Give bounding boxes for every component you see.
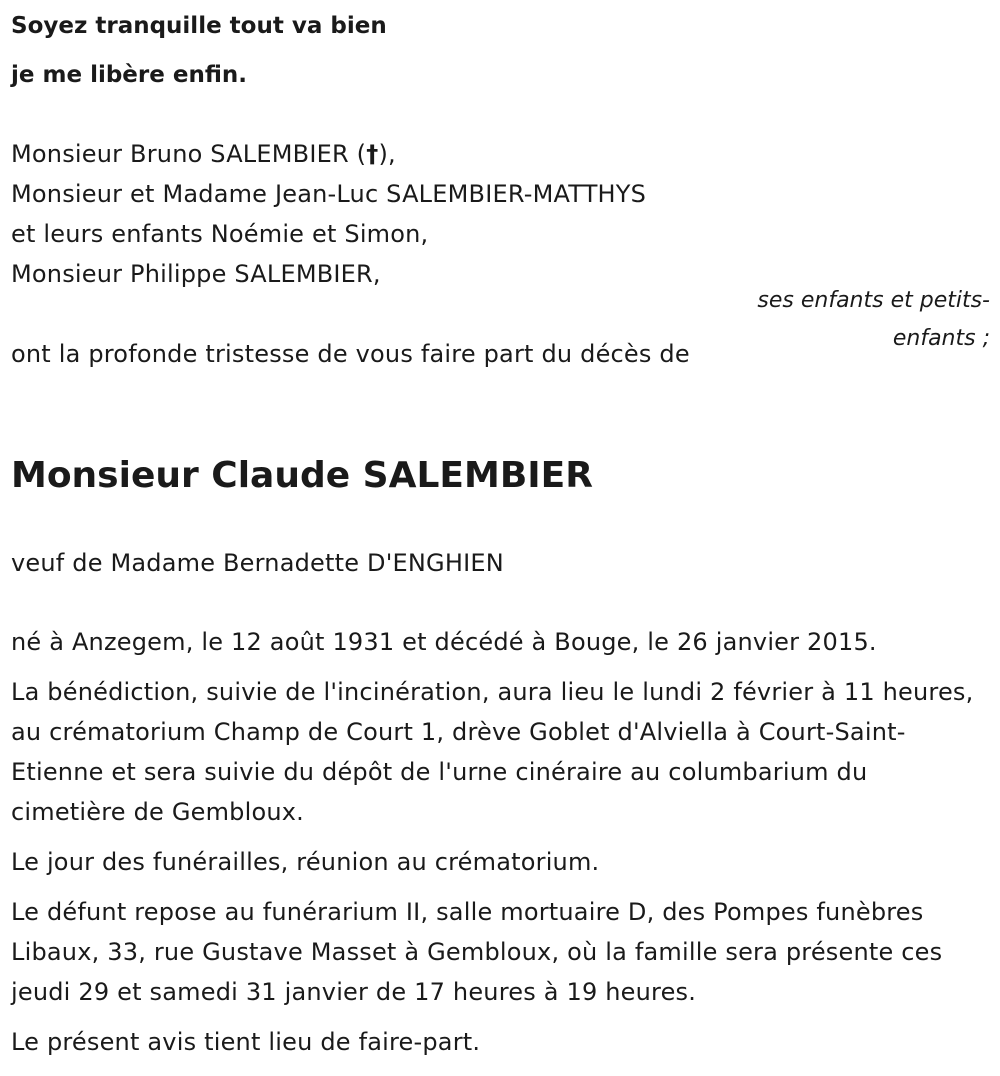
family-member: Monsieur Bruno SALEMBIER (†),: [11, 140, 396, 168]
family-member: Monsieur Philippe SALEMBIER,: [11, 260, 381, 288]
ceremony-paragraph: La bénédiction, suivie de l'incinération, aura lieu le lundi 2 février à 11 heures, au crématorium Champ de Court 1, drève Goblet d'Alviella à Court-Saint-Etienne et sera suivie du dépôt de l'urne cinéraire au columbarium du cimetière de Gembloux.: [11, 678, 974, 826]
family-list: [11, 134, 751, 294]
reunion-paragraph: Le jour des funérailles, réunion au crématorium.: [11, 848, 600, 876]
cross-icon: †: [366, 140, 379, 168]
viewing-paragraph: Le défunt repose au funérarium II, salle mortuaire D, des Pompes funèbres Libaux, 33, rue Gustave Masset à Gembloux, où la famille sera présente ces jeudi 29 et samedi 31 janvier de 17 heures à 19 heures.: [11, 898, 943, 1006]
family-member: Monsieur et Madame Jean-Luc SALEMBIER-MATTHYS: [11, 180, 647, 208]
announcement-text: ont la profonde tristesse de vous faire part du décès de: [11, 340, 690, 368]
details-section: [11, 622, 986, 1072]
birth-death-paragraph: né à Anzegem, le 12 août 1931 et décédé à Bouge, le 26 janvier 2015.: [11, 628, 877, 656]
family-member: et leurs enfants Noémie et Simon,: [11, 220, 429, 248]
deceased-name: Monsieur Claude SALEMBIER: [11, 455, 593, 496]
epigraph-line-1: Soyez tranquille tout va bien: [11, 13, 387, 39]
widow-line: veuf de Madame Bernadette D'ENGHIEN: [11, 549, 504, 577]
closing-paragraph: Le présent avis tient lieu de faire-part.: [11, 1028, 481, 1056]
epigraph-line-2: je me libère enfin.: [11, 62, 247, 88]
family-relation: ses enfants et petits-enfants ;: [757, 288, 990, 351]
